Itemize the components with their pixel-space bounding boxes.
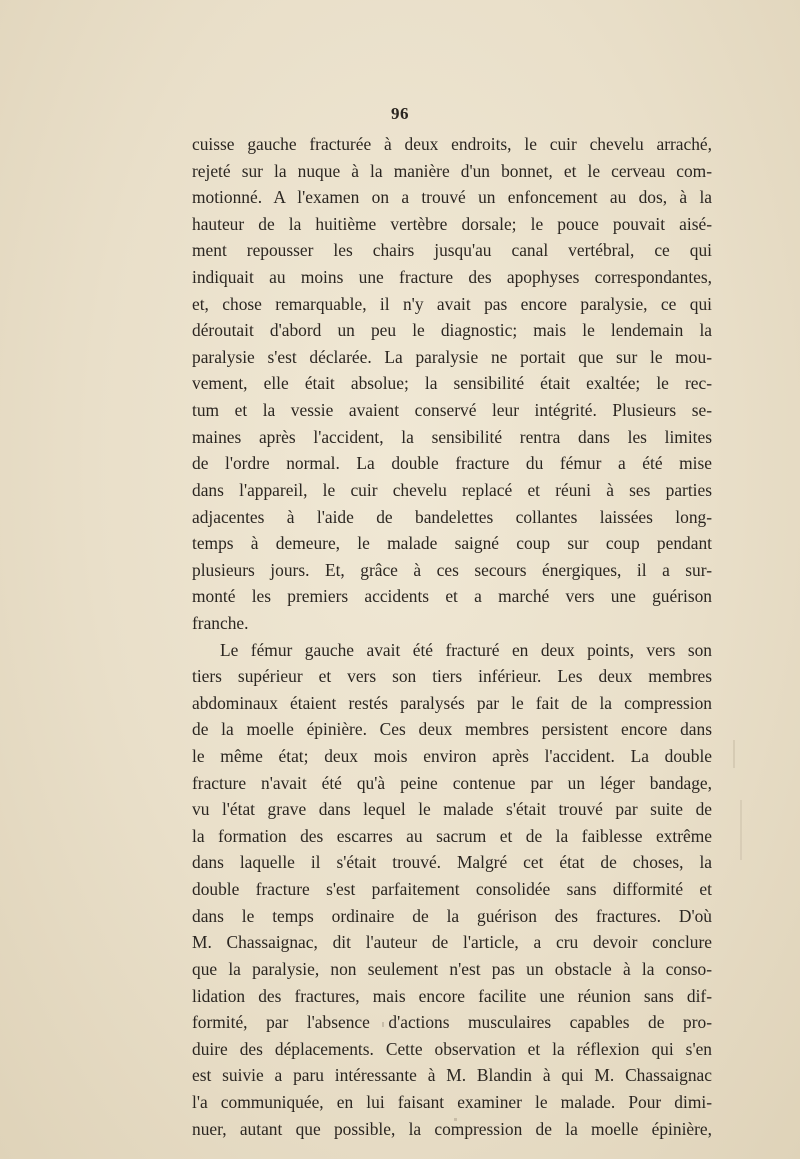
text-line: duire des déplacements. Cette observation et la réflexion qui s'en: [192, 1038, 712, 1059]
text-line: abdominaux étaient restés paralysés par le fait de la compression: [192, 692, 712, 713]
text-line: ment repousser les chairs jusqu'au canal vertébral, ce qui: [192, 240, 712, 261]
body-text: [192, 131, 712, 1142]
text-line: paralysie s'est déclarée. La paralysie ne portait que sur le mou-: [192, 346, 712, 367]
text-line: est suivie a paru intéressante à M. Blandin à qui M. Chassaignac: [192, 1065, 712, 1086]
text-line: rejeté sur la nuque à la manière d'un bonnet, et le cerveau com-: [192, 160, 712, 181]
text-line: fracture n'avait été qu'à peine contenue par un léger bandage,: [192, 772, 712, 793]
text-line: vu l'état grave dans lequel le malade s'était trouvé par suite de: [192, 799, 712, 820]
text-line: le même état; deux mois environ après l'accident. La double: [192, 746, 712, 767]
text-line: lidation des fractures, mais encore facilite une réunion sans dif-: [192, 985, 712, 1006]
text-line: hauteur de la huitième vertèbre dorsale; le pouce pouvait aisé-: [192, 213, 712, 234]
text-line: l'a communiquée, en lui faisant examiner le malade. Pour dimi-: [192, 1091, 712, 1112]
text-line: dans l'appareil, le cuir chevelu replacé et réuni à ses parties: [192, 479, 712, 500]
text-line: vement, elle était absolue; la sensibilité était exaltée; le rec-: [192, 373, 712, 394]
text-line: maines après l'accident, la sensibilité rentra dans les limites: [192, 426, 712, 447]
text-line: et, chose remarquable, il n'y avait pas encore paralysie, ce qui: [192, 293, 712, 314]
text-line: monté les premiers accidents et a marché vers une guérison: [192, 586, 712, 607]
text-line: la formation des escarres au sacrum et de la faiblesse extrême: [192, 825, 712, 846]
text-line: adjacentes à l'aide de bandelettes collantes laissées long-: [192, 506, 712, 527]
paper-speck: [382, 1022, 384, 1027]
text-line: Le fémur gauche avait été fracturé en deux points, vers son: [220, 639, 712, 660]
paper-speck: [733, 740, 735, 768]
text-line: tum et la vessie avaient conservé leur intégrité. Plusieurs se-: [192, 400, 712, 421]
text-line: nuer, autant que possible, la compression de la moelle épinière,: [192, 1118, 712, 1139]
page-number: 96: [391, 104, 409, 123]
text-line: que la paralysie, non seulement n'est pas un obstacle à la conso-: [192, 958, 712, 979]
text-line: de l'ordre normal. La double fracture du fémur a été mise: [192, 453, 712, 474]
text-line: tiers supérieur et vers son tiers inférieur. Les deux membres: [192, 666, 712, 687]
text-line: déroutait d'abord un peu le diagnostic; mais le lendemain la: [192, 320, 712, 341]
text-line: cuisse gauche fracturée à deux endroits, le cuir chevelu arraché,: [192, 134, 712, 154]
text-line: motionné. A l'examen on a trouvé un enfoncement au dos, à la: [192, 187, 712, 208]
text-line: double fracture s'est parfaitement consolidée sans difformité et: [192, 879, 712, 900]
text-line: formité, par l'absence d'actions musculaires capables de pro-: [192, 1012, 712, 1033]
paper-speck: [454, 1118, 457, 1121]
text-line: dans le temps ordinaire de la guérison des fractures. D'où: [192, 905, 712, 926]
text-line: dans laquelle il s'était trouvé. Malgré cet état de choses, la: [192, 852, 712, 873]
text-line: plusieurs jours. Et, grâce à ces secours énergiques, il a sur-: [192, 559, 712, 580]
text-line: temps à demeure, le malade saigné coup sur coup pendant: [192, 533, 712, 554]
text-line: indiquait au moins une fracture des apophyses correspondantes,: [192, 267, 712, 288]
text-line: de la moelle épinière. Ces deux membres persistent encore dans: [192, 719, 712, 740]
text-line: franche.: [192, 612, 249, 633]
paper-speck: [740, 800, 742, 860]
text-line: M. Chassaignac, dit l'auteur de l'article, a cru devoir conclure: [192, 932, 712, 953]
